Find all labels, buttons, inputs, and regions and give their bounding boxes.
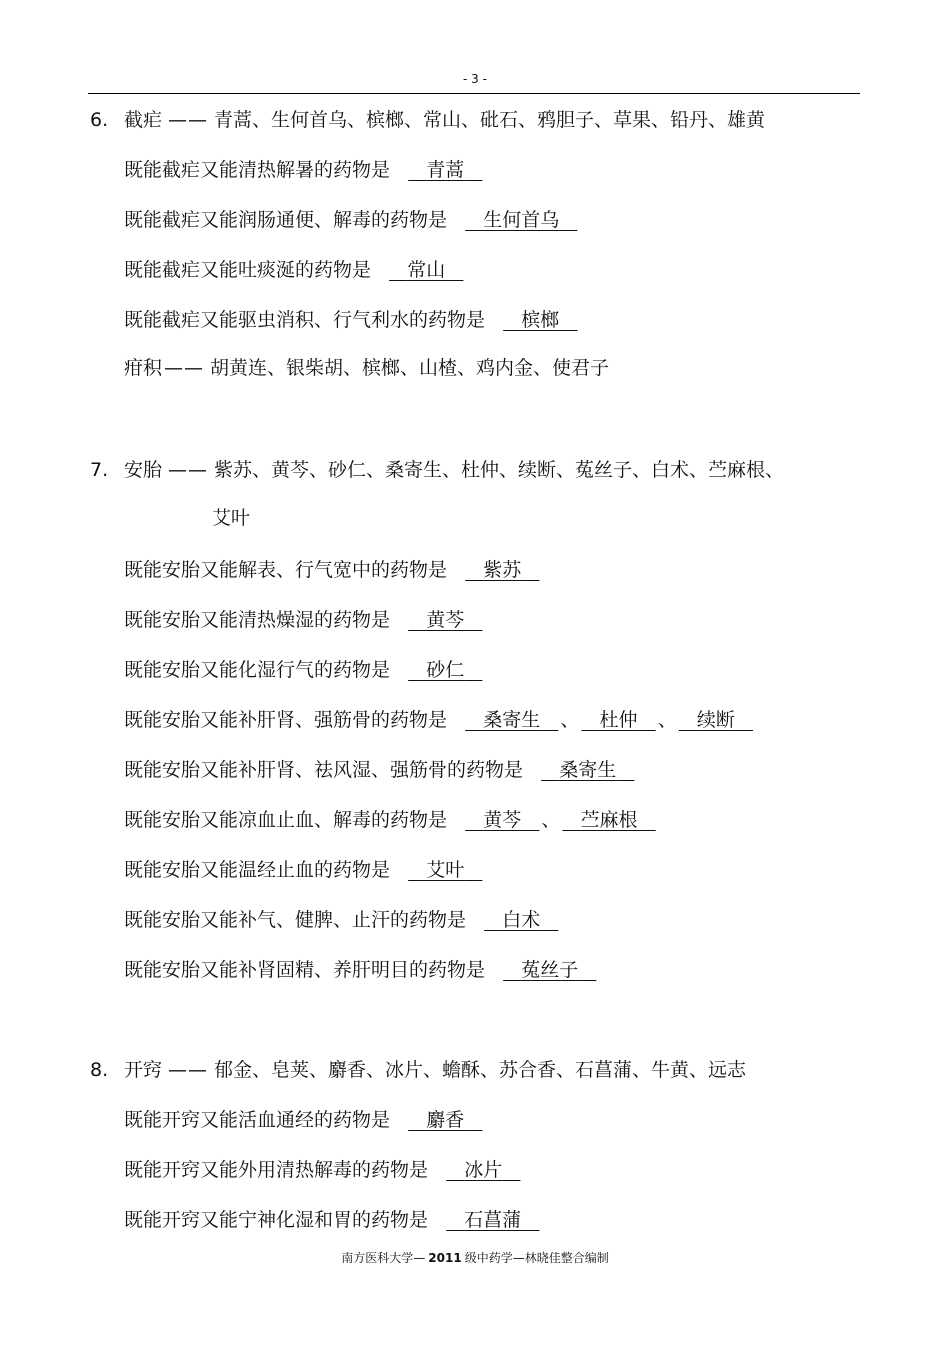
footer-year: 2011: [428, 1251, 462, 1265]
question: 既能截疟又能润肠通便、解毒的药物是: [124, 209, 448, 231]
qa-item: 既能安胎又能凉血止血、解毒的药物是 黄芩 、 苎麻根: [124, 808, 656, 832]
herb-list: 青蒿、生何首乌、槟榔、常山、砒石、鸦胆子、草果、铅丹、雄黄: [214, 109, 766, 131]
qa-item: [124, 1158, 520, 1182]
herb-list-continuation: 艾叶: [212, 507, 251, 529]
dash: ——: [168, 1059, 209, 1081]
answer: 青蒿: [426, 159, 465, 181]
dash: ——: [168, 109, 209, 131]
question: 既能开窍又能活血通经的药物是: [124, 1109, 391, 1131]
answer: 白术: [502, 909, 541, 931]
extra-label: 疳积: [124, 357, 163, 379]
question: 既能截疟又能吐痰涎的药物是: [124, 259, 372, 281]
qa-item: [124, 758, 634, 782]
qa-item: [124, 1208, 539, 1232]
answer: 桑寄生: [559, 759, 617, 781]
footer-school: 南方医科大学—: [341, 1251, 426, 1265]
qa-item: [124, 658, 482, 682]
answer: 续断: [696, 709, 735, 731]
answer: 菟丝子: [521, 959, 579, 981]
answer: 砂仁: [426, 659, 465, 681]
section-number: 6.: [90, 109, 109, 131]
section-category: 开窍: [124, 1059, 163, 1081]
section-8-heading: [90, 1058, 746, 1082]
answer: 桑寄生: [483, 709, 541, 731]
answer: 槟榔: [521, 309, 560, 331]
section-number: 8.: [90, 1059, 109, 1081]
page-footer: [0, 1249, 950, 1266]
question: 既能安胎又能补气、健脾、止汗的药物是: [124, 909, 467, 931]
section-category: 截疟: [124, 109, 163, 131]
qa-item: [124, 158, 482, 182]
header-rule: [88, 93, 860, 94]
question: 既能截疟又能清热解暑的药物是: [124, 159, 391, 181]
qa-item: [124, 558, 539, 582]
dash: ——: [168, 459, 209, 481]
section-6-heading: [90, 108, 765, 132]
answer: 苎麻根: [580, 809, 638, 831]
question: 既能安胎又能补肾固精、养肝明目的药物是: [124, 959, 486, 981]
question: 既能开窍又能宁神化湿和胃的药物是: [124, 1209, 429, 1231]
question: 既能安胎又能补肝肾、祛风湿、强筋骨的药物是: [124, 759, 524, 781]
qa-item: 既能安胎又能补肝肾、强筋骨的药物是 桑寄生 、 杜仲 、 续断: [124, 708, 753, 732]
footer-suffix: 级中药学—林晓佳整合编制: [464, 1251, 609, 1265]
qa-item: [124, 858, 482, 882]
herb-list: 胡黄连、银柴胡、槟榔、山楂、鸡内金、使君子: [210, 357, 610, 379]
answer: 冰片: [464, 1159, 503, 1181]
answer: 石菖蒲: [464, 1209, 522, 1231]
dash: ——: [164, 357, 205, 379]
answer: 黄芩: [483, 809, 522, 831]
answer: 杜仲: [599, 709, 638, 731]
section-category: 安胎: [124, 459, 163, 481]
qa-item: [124, 908, 558, 932]
qa-item: [124, 208, 577, 232]
question: 既能安胎又能清热燥湿的药物是: [124, 609, 391, 631]
question: 既能安胎又能凉血止血、解毒的药物是: [124, 809, 448, 831]
extra-line: [124, 356, 609, 380]
section-7-heading: [90, 458, 784, 482]
answer: 艾叶: [426, 859, 465, 881]
page-number: - 3 -: [463, 72, 487, 86]
question: 既能安胎又能解表、行气宽中的药物是: [124, 559, 448, 581]
answer: 常山: [407, 259, 446, 281]
qa-item: [124, 308, 577, 332]
herb-list: 紫苏、黄芩、砂仁、桑寄生、杜仲、续断、菟丝子、白术、苎麻根、: [214, 459, 785, 481]
question: 既能安胎又能化湿行气的药物是: [124, 659, 391, 681]
answer: 生何首乌: [483, 209, 560, 231]
question: 既能安胎又能补肝肾、强筋骨的药物是: [124, 709, 448, 731]
answer: 麝香: [426, 1109, 465, 1131]
qa-item: [124, 608, 482, 632]
herb-list: 郁金、皂荚、麝香、冰片、蟾酥、苏合香、石菖蒲、牛黄、远志: [214, 1059, 747, 1081]
question: 既能截疟又能驱虫消积、行气利水的药物是: [124, 309, 486, 331]
section-number: 7.: [90, 459, 109, 481]
question: 既能安胎又能温经止血的药物是: [124, 859, 391, 881]
qa-item: [124, 958, 596, 982]
question: 既能开窍又能外用清热解毒的药物是: [124, 1159, 429, 1181]
qa-item: [124, 258, 463, 282]
answer: 黄芩: [426, 609, 465, 631]
answer: 紫苏: [483, 559, 522, 581]
qa-item: [124, 1108, 482, 1132]
